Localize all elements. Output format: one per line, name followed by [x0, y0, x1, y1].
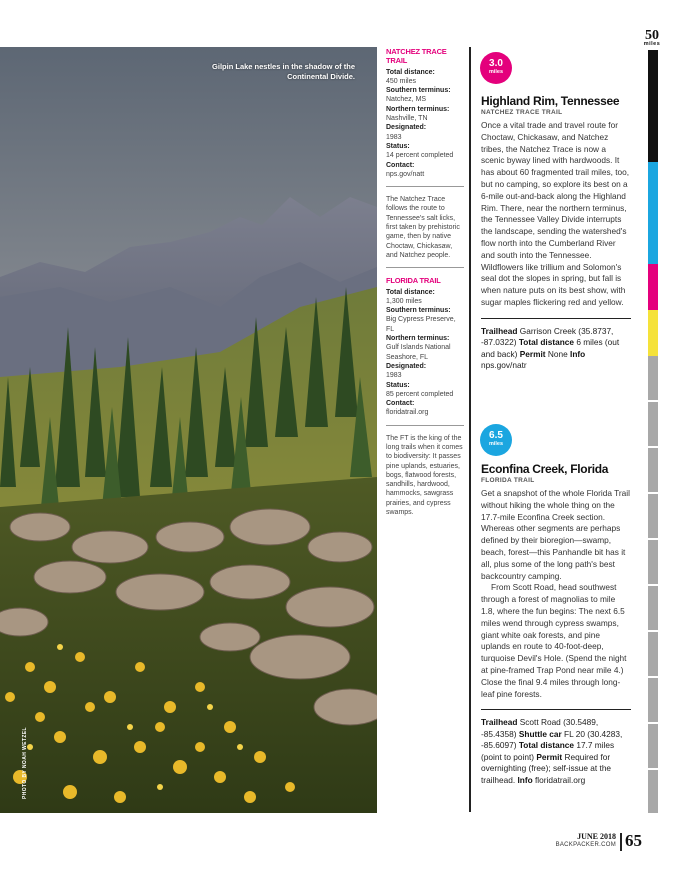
- fact-label: Southern terminus:: [386, 307, 451, 315]
- natchez-note: The Natchez Trace follows the route to Tennessee's salt licks, first taken by prehistoric game, then by native Choctaw, Chickasaw, and Natchez people.: [386, 196, 460, 259]
- column-divider: [469, 47, 471, 812]
- divider: [481, 709, 631, 710]
- fact-label: Northern terminus:: [386, 105, 450, 113]
- fact-label: Contact:: [386, 161, 415, 169]
- photo-credit: PHOTO BY NOAH WETZEL: [22, 727, 28, 799]
- natchez-trail-heading: NATCHEZ TRACE TRAIL: [386, 47, 447, 66]
- fact-value: Gulf Islands National Seashore, FL: [386, 344, 451, 361]
- info-value: FL 20 (30.4283, -85.6097): [481, 728, 623, 751]
- fact-value: 14 percent completed: [386, 152, 454, 160]
- info-label: Info: [517, 774, 533, 785]
- hike-trail-name: FLORIDA TRAIL: [481, 477, 535, 484]
- info-label: Info: [570, 348, 586, 359]
- info-value: 6 miles (out and back): [481, 337, 620, 359]
- badge-unit: miles: [488, 441, 504, 447]
- badge-value: 3.0: [489, 58, 503, 69]
- mountain-lake-landscape-image: [0, 47, 377, 813]
- fact-value: Nashville, TN: [386, 115, 428, 123]
- info-label: Total distance: [518, 337, 575, 348]
- hike-trail-name: NATCHEZ TRACE TRAIL: [481, 109, 563, 116]
- fact-label: Southern terminus:: [386, 87, 451, 95]
- hike-title: Econfina Creek, Florida: [481, 462, 609, 476]
- issue-date: JUNE 2018: [577, 832, 616, 841]
- progress-segment-gray: [648, 356, 658, 813]
- florida-trail-heading: FLORIDA TRAIL: [386, 276, 441, 286]
- progress-segment-cyan: [648, 162, 658, 264]
- hike-econfina-creek: [481, 462, 631, 786]
- info-link[interactable]: nps.gov/natr: [481, 360, 527, 371]
- hike-highland-rim: [481, 94, 631, 372]
- badge-unit: miles: [488, 69, 504, 75]
- progress-segment-magenta: [648, 264, 658, 310]
- distance-badge-highland-rim: [480, 52, 512, 84]
- fact-value: Big Cypress Preserve, FL: [386, 316, 456, 333]
- divider: [386, 267, 464, 268]
- trail-facts-sidebar: [386, 47, 464, 517]
- divider: [481, 318, 631, 319]
- info-value: Required for overnighting (free); self-issue at the trailhead.: [481, 751, 612, 785]
- progress-segment-yellow: [648, 310, 658, 356]
- mileage-progress-bar: [648, 50, 658, 813]
- fact-label: Status:: [386, 142, 410, 150]
- info-label: Permit: [536, 751, 563, 762]
- florida-note: The FT is the king of the long trails when it comes to biodiversity: It passes pine uplands, estuaries, bogs, flatwood forests, sandhills, hardwood, hammocks, sawgrass prairies, and cypress swamps.: [386, 434, 463, 517]
- fact-label: Total distance:: [386, 288, 435, 296]
- info-label: Total distance: [518, 740, 575, 751]
- fact-link[interactable]: nps.gov/natt: [386, 170, 425, 178]
- progress-segment-black: [648, 50, 658, 162]
- info-value: 17.7 miles (point to point): [481, 740, 615, 762]
- info-value: Garrison Creek (35.8737, -87.0322): [481, 325, 614, 348]
- fact-label: Total distance:: [386, 68, 435, 76]
- hike-info: [481, 717, 631, 786]
- fact-label: Northern terminus:: [386, 335, 450, 343]
- photo-caption: Gilpin Lake nestles in the shadow of the Continental Divide.: [212, 62, 355, 81]
- fact-label: Designated:: [386, 124, 427, 132]
- hike-description: From Scott Road, head southwest through a forest of magnolias to mile 1.8, where the fun begins: The next 6.5 miles wend through cypress swamps, giant white oak forests, and pine uplands en route to 40-foot-deep, turquoise Devil's Hole. (Spend the night at pine-framed Trap Pond near mile 4.) Close the final 9.4 miles through long-leaf pine forests.: [481, 582, 627, 699]
- fact-value: 450 miles: [386, 77, 416, 85]
- fact-link[interactable]: floridatrail.org: [386, 409, 429, 417]
- fact-value: 1983: [386, 372, 402, 380]
- info-value: Scott Road (30.5489, -85.4358): [481, 717, 599, 739]
- divider: [386, 186, 464, 187]
- fact-label: Designated:: [386, 362, 427, 370]
- site-url[interactable]: BACKPACKER.COM: [555, 842, 616, 848]
- info-label: Shuttle car: [518, 728, 562, 739]
- florida-fact-list: [386, 288, 464, 418]
- fact-value: 1983: [386, 133, 402, 141]
- hike-info: [481, 326, 631, 372]
- fact-value: Natchez, MS: [386, 96, 427, 104]
- divider: [386, 425, 464, 426]
- page-footer: [548, 832, 616, 849]
- badge-value: 6.5: [489, 430, 503, 441]
- fact-value: 1,300 miles: [386, 297, 422, 305]
- info-label: Permit: [519, 348, 546, 359]
- distance-badge-econfina-creek: [480, 424, 512, 456]
- fact-label: Contact:: [386, 400, 415, 408]
- hike-description: Get a snapshot of the whole Florida Trail without hiking the whole thing on the 17.7-mile Econfina Creek section. Whereas other segments are perhaps defined by their bioregion—swamp, beach, forest—this Panhandle bit has it all, plus some of the long path's best backcountry camping.: [481, 488, 630, 581]
- natchez-fact-list: [386, 68, 464, 180]
- info-link[interactable]: floridatrail.org: [534, 774, 586, 785]
- divider: [620, 833, 622, 851]
- page-number: 65: [625, 831, 642, 850]
- hike-description: Once a vital trade and travel route for Choctaw, Chickasaw, and Natchez tribes, the Natchez Trace is now a scenic byway lined with hardwoods. It has about 60 fragmented trail miles, too, but no camping, so explore its best on a 6-mile out-and-back along the Highland Rim. There, near the northern terminus, the Tennessee Valley Divide interrupts the landscape, sending the watershed's flow north into the Cumberland River and south into the Tennessee. Wildflowers like trillium and Solomon's seal dot the slopes in spring, but fall is when nature puts on its best show, with sugar maples flickering red and yellow.: [481, 120, 630, 307]
- fact-value: 85 percent completed: [386, 390, 454, 398]
- fact-label: Status:: [386, 381, 410, 389]
- hike-title: Highland Rim, Tennessee: [481, 94, 620, 108]
- info-value: None: [547, 348, 568, 359]
- progress-total: 50: [645, 28, 659, 43]
- info-label: Trailhead: [481, 325, 518, 336]
- info-label: Trailhead: [481, 717, 518, 728]
- progress-unit: miles: [643, 41, 661, 47]
- hero-photo: [0, 47, 377, 813]
